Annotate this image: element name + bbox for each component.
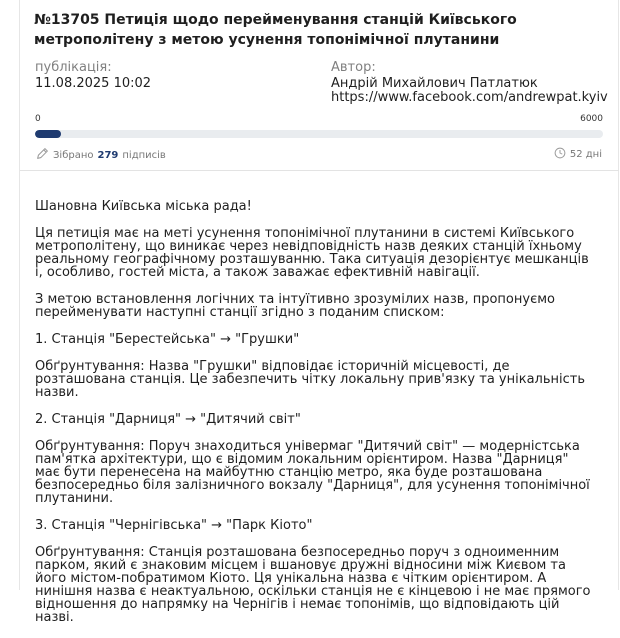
justification: Обґрунтування: Поруч знаходиться універмаг "Дитячий світ" — модерністська пам'ятка архітектури, що є відомим локальним орієнтиром. Назва "Дарниця" має бути перенесена на майбутню станцію метро, яка буде розташована безпосередньо біля залізничного вокзалу "Дарниця", для усунення топонімічної плутанини. bbox=[35, 439, 590, 506]
collected-count: 279 bbox=[97, 149, 119, 161]
list-item: 3. Станція "Чернігівська" → "Парк Кіото" bbox=[35, 518, 313, 533]
justification: Обґрунтування: Назва "Грушки" відповідає історичній місцевості, де розташована станція. Це забезпечить чітку локальну прив'язку та унікальність назви. bbox=[35, 359, 586, 400]
days-remaining bbox=[554, 147, 602, 162]
author-label: Автор: bbox=[331, 60, 376, 75]
author-name: Андрій Михайлович Патлатюк bbox=[331, 76, 538, 91]
progress-max-label: 6000 bbox=[580, 114, 603, 124]
pen-icon bbox=[36, 147, 49, 163]
list-item: 1. Станція "Берестейська" → "Грушки" bbox=[35, 332, 300, 347]
collected-suffix: підписів bbox=[122, 149, 166, 161]
list-item: 2. Станція "Дарниця" → "Дитячий світ" bbox=[35, 412, 301, 427]
days-left-text: 52 дні bbox=[569, 149, 602, 160]
petition-body bbox=[35, 200, 595, 638]
justification: Обґрунтування: Станція розташована безпосередньо поруч з одноименним парком, який є знаковим місцем і вшановує дружні відносини між Києвом та його містом-побратимом Кіото. Ця унікальна назва є чітким орієнтиром. А нинішня назва є неактуальною, оскільки станція не є кінцевою і не має прямого відношення до напрямку на Чернігів і немає топонімів, що відповідають цій назві. bbox=[35, 545, 591, 625]
intro-paragraph: Ця петиція має на меті усунення топонімічної плутанини в системі Київського метрополітену, що виникає через невідповідність назв деяких станцій їхньому реальному географічному розташуванню. Така ситуація дезорієнтує мешканців і, особливо, гостей міста, а також заважає ефективній навігації. bbox=[35, 226, 589, 280]
clock-icon bbox=[554, 147, 566, 162]
divider bbox=[20, 170, 619, 171]
author-link[interactable]: https://www.facebook.com/andrewpat.kyiv bbox=[331, 90, 608, 105]
proposal-paragraph: З метою встановлення логічних та інтуїтивно зрозумілих назв, пропонуємо перейменувати наступні станції згідно з поданим списком: bbox=[35, 292, 555, 320]
progress-min-label: 0 bbox=[35, 114, 41, 124]
collected-prefix: Зібрано bbox=[53, 149, 94, 161]
publication-date: 11.08.2025 10:02 bbox=[35, 76, 152, 91]
signatures-collected bbox=[36, 147, 166, 163]
progress-bar-fill bbox=[35, 130, 61, 138]
greeting: Шановна Київська міська рада! bbox=[35, 199, 252, 214]
publication-label: публікація: bbox=[35, 60, 112, 75]
signature-progress-bar bbox=[35, 130, 603, 138]
petition-title: №13705 Петиція щодо перейменування станцій Київського метрополітену з метою усунення топонімічної плутанини bbox=[34, 12, 517, 48]
